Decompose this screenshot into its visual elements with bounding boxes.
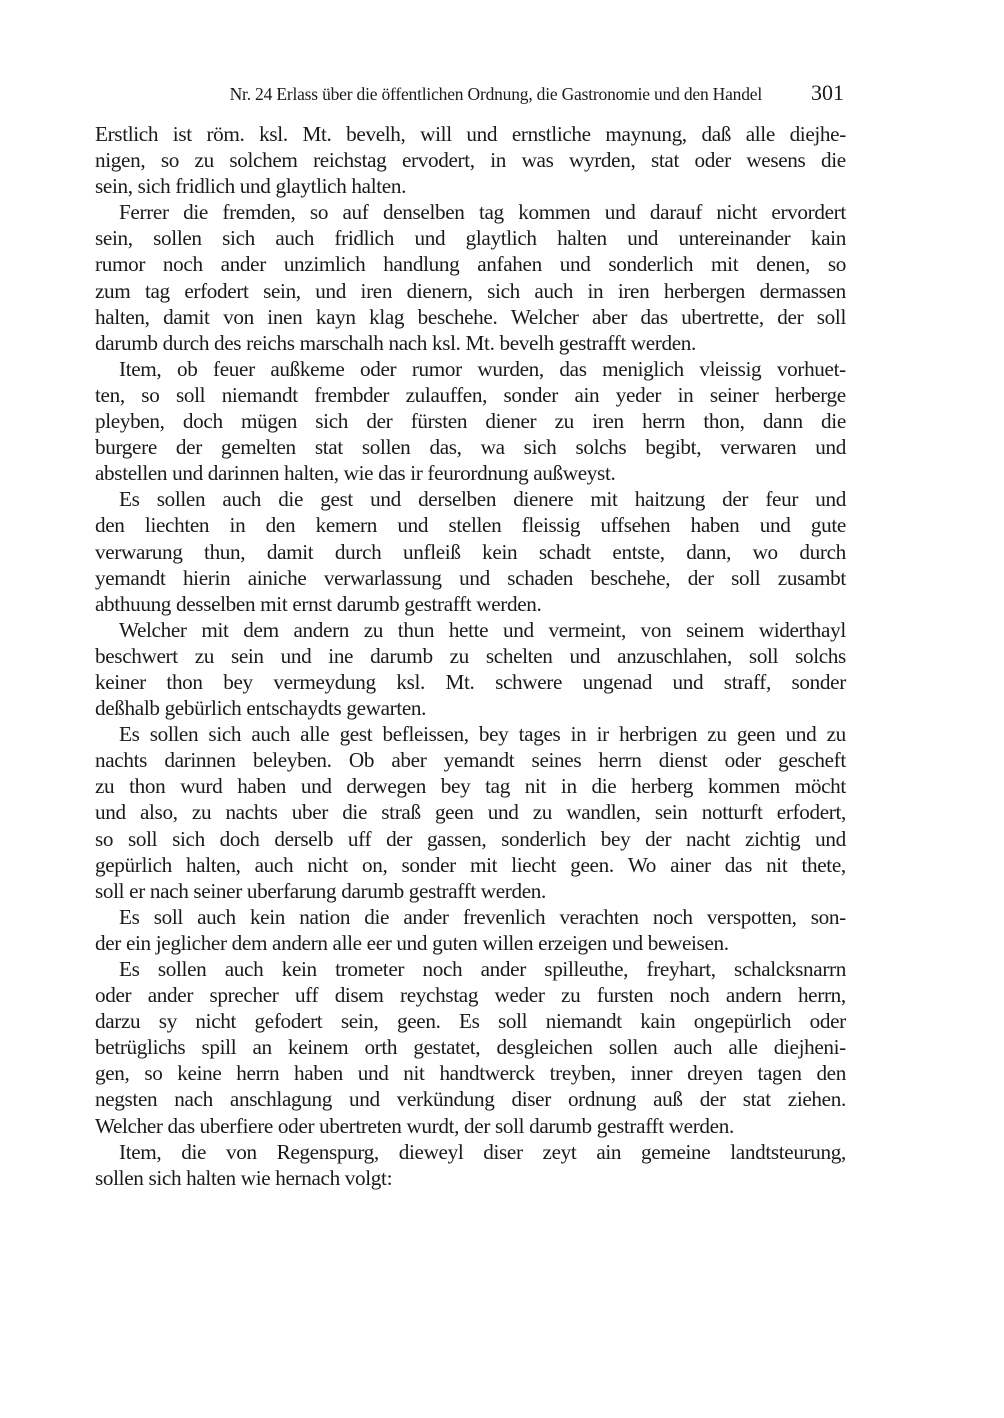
text-line: ten, so soll niemandt frembder zulauffen, sonder ain yeder in seiner herberge: [95, 382, 846, 407]
paragraph: [95, 121, 846, 199]
text-line: verwarung thun, damit durch unfleiß kein schadt entste, dann, wo durch: [95, 539, 846, 564]
text-line: zu thon wurd haben und derwegen bey tag nit in die herberg kommen möcht: [95, 774, 846, 799]
text-line: halten, damit von inen kayn klag beschehe. Welcher aber das ubertrette, der soll: [95, 304, 846, 329]
text-line: negsten nach anschlagung und verkündung diser ordnung auß der stat ziehen.: [95, 1087, 846, 1112]
text-line: gen, so keine herrn haben und nit handtwerck treyben, inner dreyen tagen den: [95, 1061, 846, 1086]
text-line: soll er nach seiner uberfarung darumb gestrafft werden.: [95, 878, 547, 903]
paragraph: [95, 1139, 846, 1191]
text-line: zum tag erfodert sein, und iren dienern, sich auch in iren herbergen dermassen: [95, 278, 846, 303]
text-line: den liechten in den kemern und stellen fleissig uffsehen haben und gute: [95, 513, 846, 538]
text-line: betrüglichs spill an keinem orth gestatet, desgleichen sollen auch alle diejheni-: [95, 1035, 846, 1060]
paragraph: [95, 356, 846, 486]
text-line: Es sollen auch die gest und derselben dienere mit haitzung der feur und: [119, 487, 846, 512]
text-line: Es soll auch kein nation die ander frevenlich verachten noch verspotten, son-: [119, 904, 846, 929]
text-line: Erstlich ist röm. ksl. Mt. bevelh, will und ernstliche maynung, daß alle diejhe-: [95, 122, 846, 146]
running-head: [95, 78, 846, 108]
text-line: deßhalb gebürlich entschaydts gewarten.: [95, 696, 427, 721]
text-line: darumb durch des reichs marschalh nach ksl. Mt. bevelh gestrafft werden.: [95, 330, 697, 355]
text-line: nachts darinnen beleyben. Ob aber yemandt seines herrn dienst oder gescheft: [95, 748, 846, 773]
text-line: Welcher mit dem andern zu thun hette und vermeint, von seinem widerthayl: [119, 617, 846, 642]
text-line: Ferrer die fremden, so auf denselben tag kommen und darauf nicht ervordert: [119, 200, 846, 225]
text-line: der ein jeglicher dem andern alle eer und guten willen erzeigen und beweisen.: [95, 930, 729, 955]
text-line: nigen, so zu solchem reichstag ervodert, in was wyrden, stat oder wesens die: [95, 148, 846, 173]
paragraph: [95, 199, 846, 356]
text-line: Item, die von Regenspurg, dieweyl diser zeyt ain gemeine landtsteurung,: [119, 1139, 846, 1164]
text-line: pleyben, doch mügen sich der fürsten diener zu iren herrn thon, dann die: [95, 409, 846, 434]
text-line: darzu sy nicht gefodert sein, geen. Es soll niemandt kain ongepürlich oder: [95, 1009, 846, 1034]
document-body: [95, 121, 846, 1191]
text-line: abstellen und darinnen halten, wie das ir feurordnung außweyst.: [95, 461, 616, 486]
text-line: oder ander sprecher uff disem reychstag weder zu fursten noch andern herrn,: [95, 983, 846, 1008]
text-line: keiner thon bey vermeydung ksl. Mt. schwere ungenad und straff, sonder: [95, 669, 846, 694]
paragraph: [95, 721, 846, 904]
paragraph: [95, 617, 846, 721]
page-number: 301: [811, 80, 844, 105]
text-line: Welcher das uberfiere oder ubertreten wurdt, der soll darumb gestrafft werden.: [95, 1113, 734, 1138]
text-line: so soll sich doch derselb uff der gassen, sonderlich bey der nacht zichtig und: [95, 826, 846, 851]
text-line: Item, ob feuer außkeme oder rumor wurden, das meniglich vleissig vorhuet-: [119, 356, 846, 381]
text-line: sollen sich halten wie hernach volgt:: [95, 1165, 393, 1190]
paragraph: [95, 486, 846, 616]
text-line: Es sollen sich auch alle gest befleissen, bey tages in ir herbrigen zu geen und zu: [119, 722, 846, 747]
text-line: Es sollen auch kein trometer noch ander spilleuthe, freyhart, schalcksnarrn: [119, 957, 846, 981]
text-line: abthuung desselben mit ernst darumb gestrafft werden.: [95, 591, 542, 616]
text-line: gepürlich halten, auch nicht on, sonder mit liecht geen. Wo ainer das nit thete,: [95, 852, 846, 877]
text-line: sein, sollen sich auch fridlich und glaytlich halten und untereinander kain: [95, 226, 846, 251]
text-line: sein, sich fridlich und glaytlich halten.: [95, 174, 407, 199]
running-head-title: Nr. 24 Erlass über die öffentlichen Ordnung, die Gastronomie und den Handel: [229, 84, 762, 104]
text-line: yemandt hierin ainiche verwarlassung und schaden beschehe, der soll zusambt: [95, 565, 846, 590]
paragraph: [95, 904, 846, 956]
text-line: burgere der gemelten stat sollen das, wa sich solchs begibt, verwaren und: [95, 435, 846, 460]
text-line: und also, zu nachts uber die straß geen und zu wandlen, sein notturft erfodert,: [95, 800, 846, 825]
text-line: beschwert zu sein und ine darumb zu schelten und anzuschlahen, soll solchs: [95, 643, 846, 668]
text-line: rumor noch ander unzimlich handlung anfahen und sonderlich mit denen, so: [95, 252, 846, 277]
paragraph: [95, 956, 846, 1139]
